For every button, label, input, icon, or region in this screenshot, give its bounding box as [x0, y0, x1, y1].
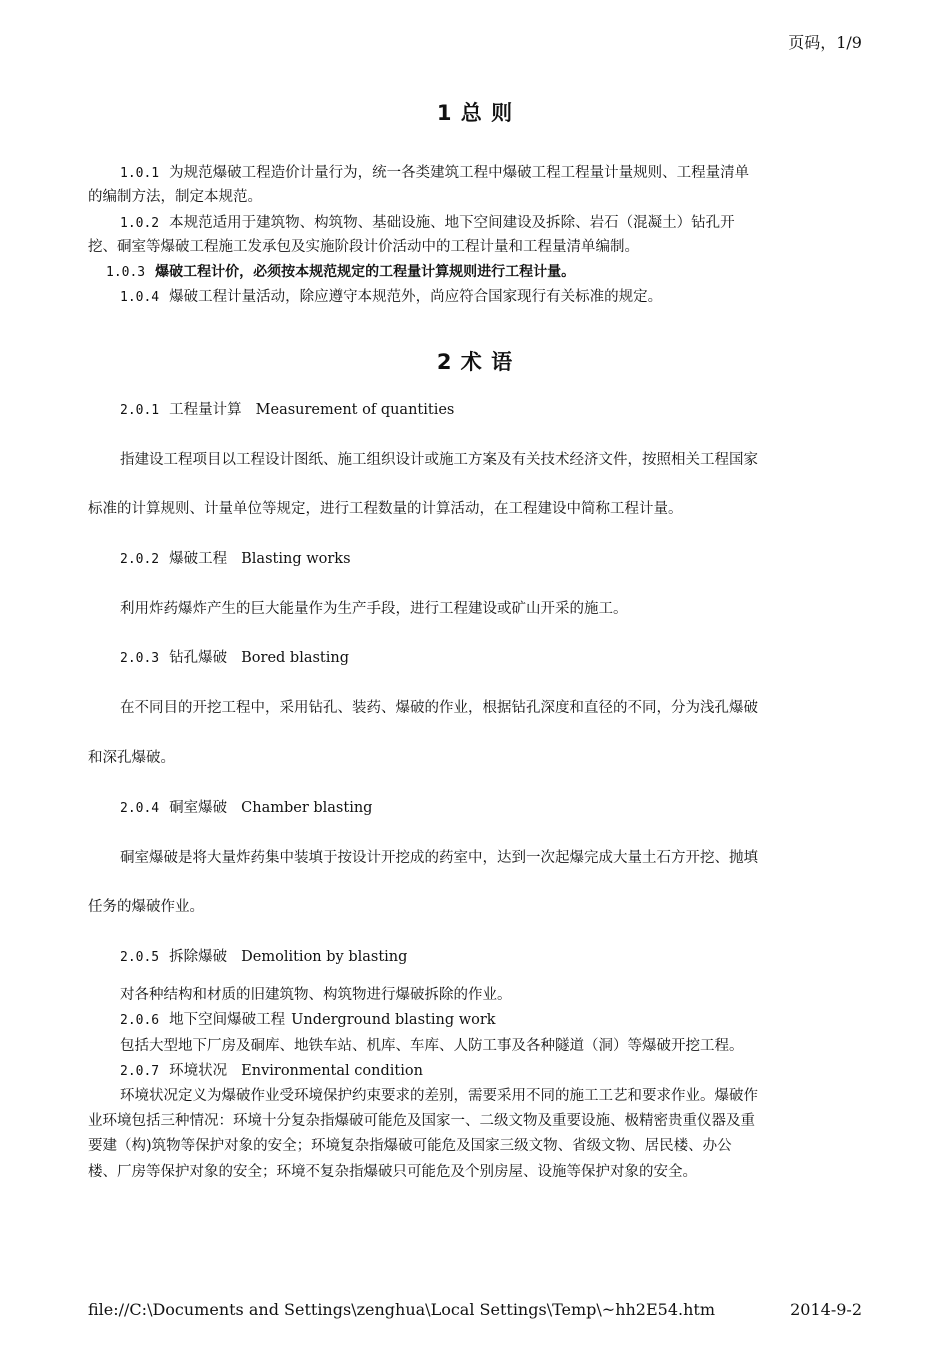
term-en: Measurement of quantities	[255, 402, 455, 418]
term-en: Chamber blasting	[241, 800, 373, 816]
term-2-0-2-def: 利用炸药爆炸产生的巨大能量作为生产手段，进行工程建设或矿山开采的施工。	[120, 601, 628, 617]
page-number: 页码，1/9	[788, 33, 862, 52]
term-2-0-5-def: 对各种结构和材质的旧建筑物、构筑物进行爆破拆除的作业。	[120, 987, 512, 1003]
term-en: Blasting works	[241, 551, 351, 567]
clause-1-0-3	[106, 262, 575, 283]
clause-number: 1.0.2	[120, 216, 160, 231]
term-2-0-7-def-cont-2: 要建（构)筑物等保护对象的安全；环境复杂指爆破可能危及国家三级文物、省级文物、居民楼、办公	[88, 1138, 732, 1154]
term-number: 2.0.3	[120, 651, 160, 666]
clause-1-0-1	[120, 163, 749, 184]
term-2-0-3	[120, 648, 349, 669]
term-en: Environmental condition	[241, 1063, 423, 1079]
clause-text: 为规范爆破工程造价计量行为，统一各类建筑工程中爆破工程工程量计量规则、工程量清单	[169, 165, 750, 181]
term-2-0-5	[120, 947, 407, 968]
term-2-0-1-def: 指建设工程项目以工程设计图纸、施工组织设计或施工方案及有关技术经济文件，按照相关工程国家	[120, 452, 758, 468]
term-2-0-7-def: 环境状况定义为爆破作业受环境保护约束要求的差别，需要采用不同的施工工艺和要求作业。爆破作	[120, 1088, 758, 1104]
term-zh: 地下空间爆破工程	[169, 1012, 286, 1028]
term-zh: 钻孔爆破	[169, 650, 228, 666]
clause-number: 1.0.1	[120, 166, 160, 181]
term-zh: 工程量计算	[169, 402, 242, 418]
term-2-0-7-def-cont-3: 楼、厂房等保护对象的安全；环境不复杂指爆破只可能危及个别房屋、设施等保护对象的安全。	[88, 1164, 697, 1180]
term-zh: 爆破工程	[169, 551, 228, 567]
term-number: 2.0.1	[120, 403, 160, 418]
term-2-0-7-def-cont-1: 业环境包括三种情况：环境十分复杂指爆破可能危及国家一、二级文物及重要设施、极精密贵重仪器及重	[88, 1113, 755, 1129]
term-2-0-6	[120, 1010, 496, 1031]
term-number: 2.0.2	[120, 552, 160, 567]
term-2-0-6-def: 包括大型地下厂房及硐库、地铁车站、机库、车库、人防工事及各种隧道（洞）等爆破开挖工程。	[120, 1038, 744, 1054]
term-zh: 拆除爆破	[169, 949, 228, 965]
clause-text: 本规范适用于建筑物、构筑物、基础设施、地下空间建设及拆除、岩石（混凝土）钻孔开	[169, 215, 735, 231]
term-2-0-1-def-cont: 标准的计算规则、计量单位等规定，进行工程数量的计算活动，在工程建设中简称工程计量。	[88, 501, 683, 517]
clause-number: 1.0.4	[120, 290, 160, 305]
clause-text: 爆破工程计量活动，除应遵守本规范外，尚应符合国家现行有关标准的规定。	[169, 289, 663, 305]
clause-1-0-4	[120, 287, 662, 308]
clause-1-0-2-cont: 挖、硐室等爆破工程施工发承包及实施阶段计价活动中的工程计量和工程量清单编制。	[88, 239, 639, 255]
term-2-0-4-def-cont: 任务的爆破作业。	[88, 899, 204, 915]
term-2-0-3-def-cont: 和深孔爆破。	[88, 750, 175, 766]
clause-1-0-2	[120, 213, 735, 234]
term-number: 2.0.5	[120, 950, 160, 965]
clause-text-bold: 爆破工程计价，必须按本规范规定的工程量计算规则进行工程计量。	[155, 264, 576, 280]
term-number: 2.0.6	[120, 1013, 160, 1028]
term-2-0-2	[120, 549, 351, 570]
term-2-0-1	[120, 400, 454, 421]
term-zh: 环境状况	[169, 1063, 228, 1079]
clause-1-0-1-cont: 的编制方法，制定本规范。	[88, 189, 262, 205]
term-en: Demolition by blasting	[241, 949, 408, 965]
term-2-0-3-def: 在不同目的开挖工程中，采用钻孔、装药、爆破的作业，根据钻孔深度和直径的不同，分为浅孔爆破	[120, 700, 758, 716]
term-2-0-7	[120, 1061, 423, 1082]
term-2-0-4-def: 硐室爆破是将大量炸药集中装填于按设计开挖成的药室中，达到一次起爆完成大量土石方开挖、抛填	[120, 850, 758, 866]
term-en: Underground blasting work	[291, 1012, 496, 1028]
footer-file-path: file://C:\Documents and Settings\zenghua\Local Settings\Temp\~hh2E54.htm	[88, 1300, 716, 1319]
term-en: Bored blasting	[241, 650, 350, 666]
term-2-0-4	[120, 798, 372, 819]
term-number: 2.0.7	[120, 1064, 160, 1079]
footer-date: 2014-9-2	[790, 1300, 862, 1319]
clause-number: 1.0.3	[106, 265, 146, 280]
section-2-heading: 2 术 语	[436, 350, 514, 374]
section-1-heading: 1 总 则	[436, 101, 514, 125]
term-number: 2.0.4	[120, 801, 160, 816]
term-zh: 硐室爆破	[169, 800, 228, 816]
